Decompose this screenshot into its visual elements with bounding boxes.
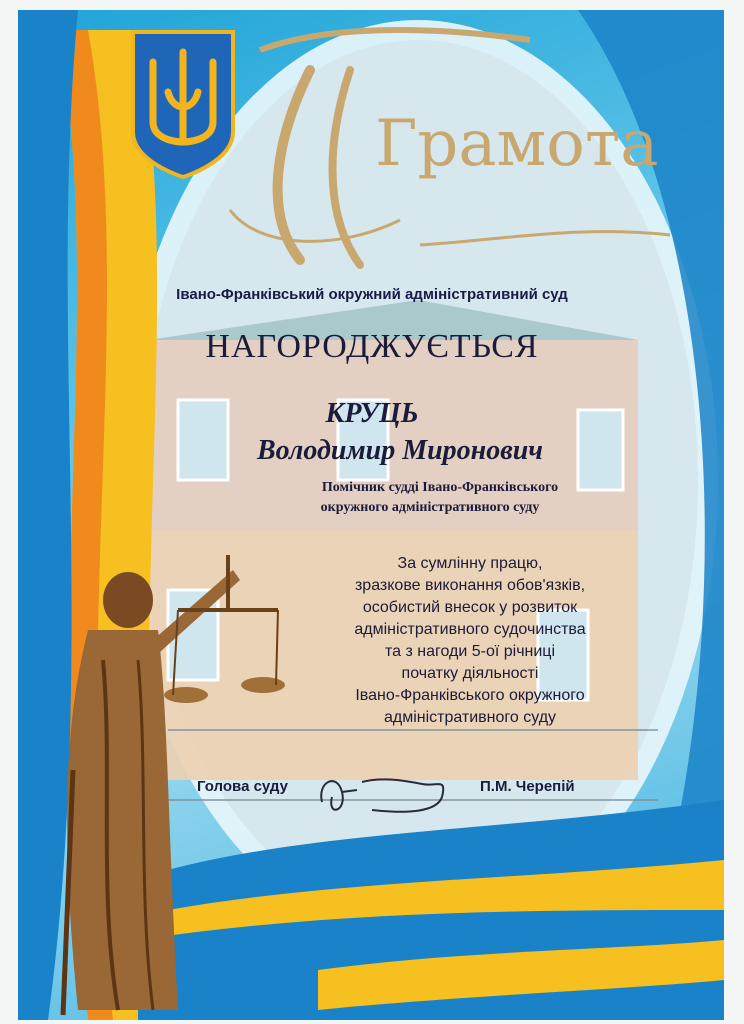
award-reason	[260, 553, 680, 729]
title-text: Грамота	[375, 107, 659, 181]
certificate-title	[200, 10, 720, 280]
reason-line: початку діяльності	[401, 665, 539, 682]
recipient-position-line-2: окружного адміністративного суду	[320, 500, 540, 515]
recipient-surname: КРУЦЬ	[325, 398, 419, 429]
reason-line: Івано-Франківського окружного	[355, 687, 585, 704]
recipient-given-names: Володимир Миронович	[257, 435, 543, 466]
reason-line: За сумлінну працю,	[397, 555, 543, 572]
reason-line: адміністративного судочинства	[354, 621, 586, 638]
court-name: Івано-Франківський окружний адміністративний суд	[176, 286, 568, 303]
reason-line: особистий внесок у розвиток	[362, 599, 578, 616]
signatory-name: П.М. Черепій	[480, 778, 575, 795]
reason-line: адміністративного суду	[383, 709, 557, 726]
award-heading: НАГОРОДЖУЄТЬСЯ	[205, 328, 539, 365]
reason-line: зразкове виконання обов'язків,	[354, 577, 586, 594]
recipient-position-line-1: Помічник судді Івано-Франківського	[321, 480, 559, 495]
signatory-title: Голова суду	[197, 778, 288, 795]
handwritten-signature	[312, 762, 462, 822]
reason-line: та з нагоди 5-ої річниці	[384, 643, 556, 660]
